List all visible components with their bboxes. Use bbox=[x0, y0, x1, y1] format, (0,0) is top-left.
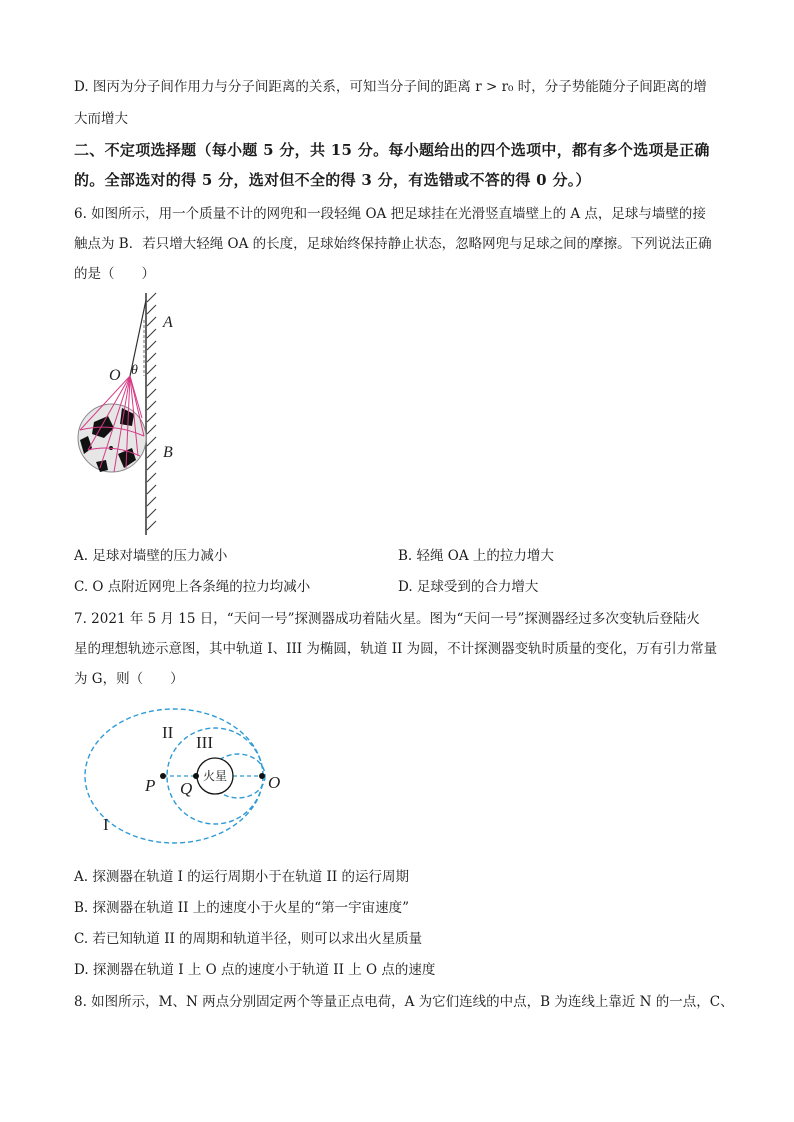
q6-stem-line2: 触点为 B．若只增大轻绳 OA 的长度，足球始终保持静止状态，忽略网兜与足球之间的摩擦。下列说法正确 bbox=[74, 236, 712, 252]
q7-option-a[interactable]: A. 探测器在轨道 I 的运行周期小于在轨道 II 的运行周期 bbox=[74, 869, 409, 885]
wall-hatching bbox=[146, 293, 156, 535]
q7-stem-line3: 为 G，则（ ） bbox=[74, 671, 184, 687]
label-theta: θ bbox=[131, 363, 138, 378]
point-p bbox=[160, 773, 166, 779]
q5-option-d-line2: 大而增大 bbox=[74, 111, 128, 127]
label-a: A bbox=[163, 314, 173, 331]
q7-option-d[interactable]: D. 探测器在轨道 I 上 O 点的速度小于轨道 II 上 O 点的速度 bbox=[74, 962, 436, 978]
q8-stem-line1: 8. 如图所示，M、N 两点分别固定两个等量正点电荷，A 为它们连线的中点，B 为连线上靠近 N 的一点，C、 bbox=[74, 994, 734, 1010]
q7-orbit-figure bbox=[74, 698, 294, 848]
label-ii: II bbox=[162, 723, 174, 742]
q7-stem-line2: 星的理想轨迹示意图，其中轨道 I、III 为椭圆，轨道 II 为圆，不计探测器变轨时质量的变化，万有引力常量 bbox=[74, 641, 718, 657]
q6-figure bbox=[74, 290, 194, 538]
q5-option-d-line1: D. 图丙为分子间作用力与分子间距离的关系，可知当分子间的距离 r > r₀ 时，分子势能随分子间距离的增 bbox=[74, 79, 707, 95]
q7-stem-line1: 7. 2021 年 5 月 15 日，“天问一号”探测器成功着陆火星。图为“天问一号”探测器经过多次变轨后登陆火 bbox=[74, 611, 700, 627]
section2-heading-line1: 二、不定项选择题（每小题 5 分，共 15 分。每小题给出的四个选项中，都有多个选项是正确 bbox=[74, 141, 710, 159]
label-b: B bbox=[163, 444, 173, 461]
point-q bbox=[193, 773, 199, 779]
label-q: Q bbox=[180, 779, 193, 798]
label-i: I bbox=[103, 815, 109, 834]
label-o: O bbox=[109, 367, 121, 384]
q6-stem-line3: 的是（ ） bbox=[74, 266, 155, 282]
label-o: O bbox=[268, 773, 281, 792]
q6-option-b[interactable]: B. 轻绳 OA 上的拉力增大 bbox=[398, 548, 554, 564]
label-iii: III bbox=[196, 733, 213, 752]
q6-option-a[interactable]: A. 足球对墙壁的压力减小 bbox=[74, 548, 228, 564]
label-p: P bbox=[145, 776, 156, 795]
q6-stem-line1: 6. 如图所示，用一个质量不计的网兜和一段轻绳 OA 把足球挂在光滑竖直墙壁上的 A 点，足球与墙壁的接 bbox=[74, 206, 706, 222]
q6-option-d[interactable]: D. 足球受到的合力增大 bbox=[398, 579, 539, 595]
section2-heading-line2: 的。全部选对的得 5 分，选对但不全的得 3 分，有选错或不答的得 0 分。） bbox=[74, 171, 591, 189]
point-o bbox=[259, 773, 265, 779]
q7-option-b[interactable]: B. 探测器在轨道 II 上的速度小于火星的“第一宇宙速度” bbox=[74, 900, 410, 916]
q7-option-c[interactable]: C. 若已知轨道 II 的周期和轨道半径，则可以求出火星质量 bbox=[74, 931, 423, 947]
label-mars: 火星 bbox=[203, 769, 228, 783]
q6-option-c[interactable]: C. O 点附近网兜上各条绳的拉力均减小 bbox=[74, 579, 311, 595]
